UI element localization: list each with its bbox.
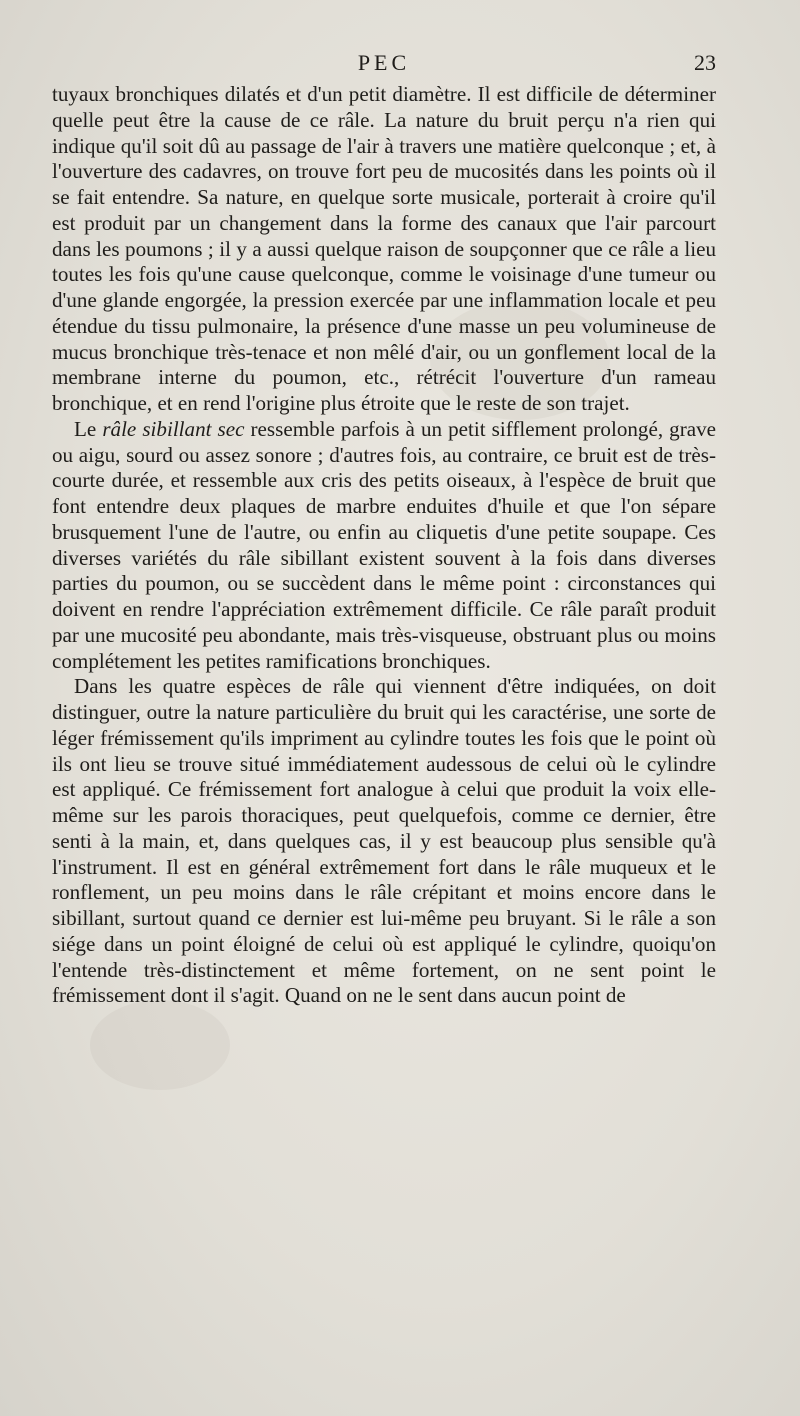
paper-stain <box>90 1000 230 1090</box>
paragraph-lead: Le <box>74 416 103 441</box>
page-number: 23 <box>694 50 716 75</box>
paragraph-body: ressemble parfois à un petit sifflement prolongé, grave ou aigu, sourd ou assez sonore ; d'autres fois, au contraire, ce bruit est de très-courte durée, et ressemble aux cris des petits oiseaux, à l'espèce de bruit que font entendre deux plaques de marbre enduites d'huile et que l'on sépare brusquement l'une de l'autre, ou enfin au cliquetis d'une petite soupape. Ces diverses variétés du râle sibillant existent souvent à la fois dans diverses parties du poumon, ou se succèdent dans le même point : circonstances qui doivent en rendre l'appréciation extrêmement difficile. Ce râle paraît produit par une mucosité peu abondante, mais très-visqueuse, obstruant plus ou moins complétement les petites ramifications bronchiques. <box>52 416 716 673</box>
paragraph-rale-sibillant <box>52 417 716 675</box>
italic-term: râle sibillant sec <box>102 416 245 441</box>
paragraph-fremissement: Dans les quatre espèces de râle qui viennent d'être indiquées, on doit distinguer, outre la nature particulière du bruit qui les caractérise, une sorte de léger frémissement qu'ils impriment au cylindre toutes les fois que le point où ils ont lieu se trouve situé immédiatement audessous de celui où le cylindre est appliqué. Ce frémissement fort analogue à celui que produit la voix elle-même sur les parois thoraciques, peut quelquefois, comme ce dernier, être senti à la main, et, dans quelques cas, il y est beaucoup plus sensible qu'à l'instrument. Il est en général extrêmement fort dans le râle muqueux et le ronflement, un peu moins dans le râle crépitant et moins encore dans le sibillant, surtout quand ce dernier est lui-même peu bruyant. Si le râle a son siége dans un point éloigné de celui où est appliqué le cylindre, quoiqu'on l'entende très-distinctement et même fortement, on ne sent point le frémissement dont il s'agit. Quand on ne le sent dans aucun point de <box>52 674 716 1008</box>
body-text <box>52 82 716 1009</box>
paragraph-continuation: tuyaux bronchiques dilatés et d'un petit diamètre. Il est difficile de déterminer quelle peut être la cause de ce râle. La nature du bruit perçu n'a rien qui indique qu'il soit dû au passage de l'air à travers une matière quelconque ; et, à l'ouverture des cadavres, on trouve fort peu de mucosités dans les points où il se fait entendre. Sa nature, en quelque sorte musicale, porterait à croire qu'il est produit par un changement dans la forme des canaux que l'air parcourt dans les poumons ; il y a aussi quelque raison de soupçonner que ce râle a lieu toutes les fois qu'une cause quelconque, comme le voisinage d'une tumeur ou d'une glande engorgée, la pression exercée par une inflammation locale et peu étendue du tissu pulmonaire, la présence d'une masse un peu volumineuse de mucus bronchique très-tenace et non mêlé d'air, ou un gonflement local de la membrane interne du poumon, etc., rétrécit l'ouverture d'un rameau bronchique, et en rend l'origine plus étroite que le reste de son trajet. <box>52 82 716 415</box>
running-head: PEC <box>357 50 411 75</box>
page-header <box>52 50 716 80</box>
